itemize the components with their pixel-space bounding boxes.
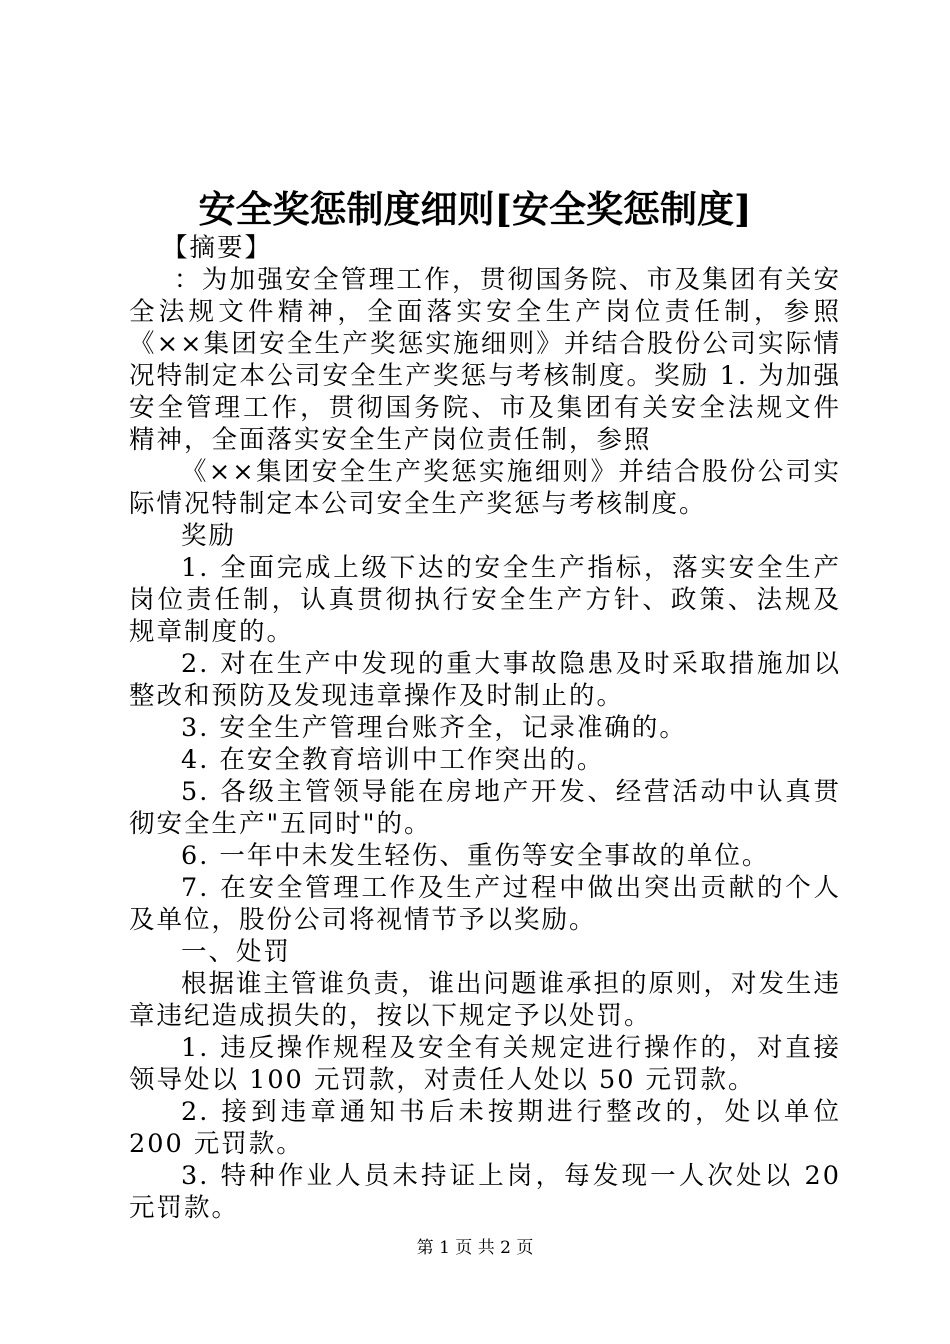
reward-item-4: 4. 在安全教育培训中工作突出的。 bbox=[181, 745, 605, 775]
penalty-item-2: 2. 接到违章通知书后未按期进行整改的，处以单位 200 元罚款。 bbox=[129, 1097, 841, 1159]
document-title: 安全奖惩制度细则[安全奖惩制度] bbox=[198, 187, 752, 231]
paragraph-reference: 《××集团安全生产奖惩实施细则》并结合股份公司实际情况特制定本公司安全生产奖惩与考核制度。 bbox=[129, 457, 841, 519]
penalty-item-3: 3. 特种作业人员未持证上岗，每发现一人次处以 20 元罚款。 bbox=[129, 1161, 841, 1223]
reward-item-3: 3. 安全生产管理台账齐全，记录准确的。 bbox=[181, 713, 687, 743]
summary-heading: 【摘要】 bbox=[162, 233, 273, 263]
document-body bbox=[129, 232, 841, 1224]
page-number-footer: 第 1 页 共 2 页 bbox=[416, 1238, 534, 1258]
penalty-item-1: 1. 违反操作规程及安全有关规定进行操作的，对直接领导处以 100 元罚款，对责任人处以 50 元罚款。 bbox=[129, 1033, 841, 1095]
penalty-principle: 根据谁主管谁负责，谁出问题谁承担的原则，对发生违章违纪造成损失的，按以下规定予以处罚。 bbox=[129, 969, 842, 1031]
reward-item-1: 1. 全面完成上级下达的安全生产指标，落实安全生产岗位责任制，认真贯彻执行安全生产方针、政策、法规及规章制度的。 bbox=[129, 553, 841, 647]
paragraph-intro: ：为加强安全管理工作，贯彻国务院、市及集团有关安全法规文件精神，全面落实安全生产岗位责任制，参照《××集团安全生产奖惩实施细则》并结合股份公司实际情况特制定本公司安全生产奖惩与考核制度。奖励 1. 为加强安全管理工作，贯彻国务院、市及集团有关安全法规文件精神，全面落实安全生产岗位责任制，参照 bbox=[129, 265, 841, 455]
reward-item-7: 7. 在安全管理工作及生产过程中做出突出贡献的个人及单位，股份公司将视情节予以奖励。 bbox=[129, 873, 841, 935]
reward-item-6: 6. 一年中未发生轻伤、重伤等安全事故的单位。 bbox=[181, 841, 770, 871]
section-heading-penalties: 一、处罚 bbox=[181, 937, 292, 967]
section-heading-rewards: 奖励 bbox=[181, 521, 237, 551]
reward-item-5: 5. 各级主管领导能在房地产开发、经营活动中认真贯彻安全生产"五同时"的。 bbox=[129, 777, 841, 839]
reward-item-2: 2. 对在生产中发现的重大事故隐患及时采取措施加以整改和预防及发现违章操作及时制止的。 bbox=[129, 649, 841, 711]
